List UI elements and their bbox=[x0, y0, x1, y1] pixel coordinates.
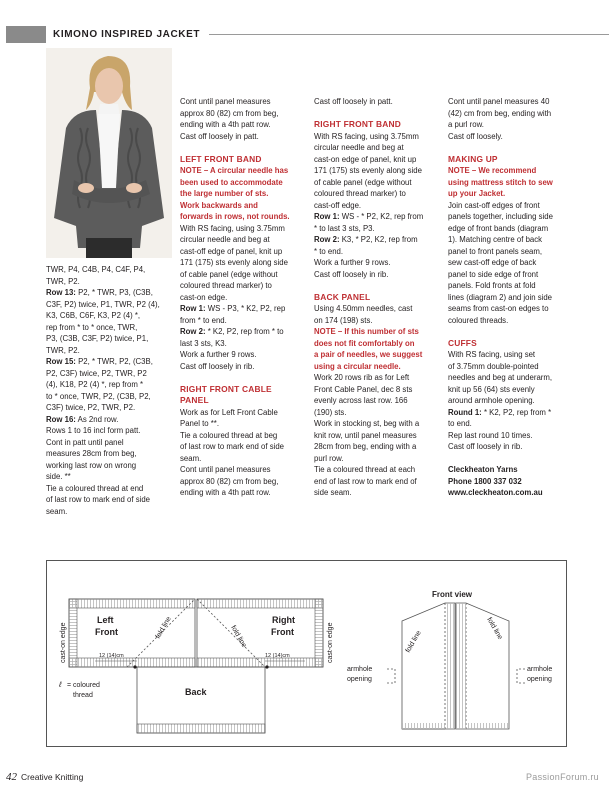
text-column-2 bbox=[180, 96, 308, 499]
pattern-line: Tie a coloured thread at end bbox=[46, 483, 144, 493]
section-heading-making-up: MAKING UP bbox=[448, 153, 498, 164]
pattern-line: panel to side edge of front bbox=[448, 269, 539, 279]
pattern-line: Cast off loosely in rib. bbox=[314, 269, 389, 279]
pattern-line: Work a further 9 rows. bbox=[314, 258, 391, 267]
pattern-line: Work in stocking st, beg with a bbox=[314, 419, 420, 428]
watermark: PassionForum.ru bbox=[525, 772, 599, 782]
coloured-thread-label: = coloured bbox=[67, 682, 100, 689]
schematic-diagram bbox=[46, 560, 567, 747]
pattern-line: C3F) twice, P2, TWR, P2. bbox=[46, 403, 136, 412]
section-heading-back-panel: BACK PANEL bbox=[314, 291, 371, 302]
pattern-line: panels. Fold fronts at fold bbox=[448, 281, 536, 290]
pattern-line: to * once, TWR, P2, (C3B, P2, bbox=[46, 391, 151, 401]
pattern-line: knit up 56 (64) sts evenly bbox=[448, 384, 535, 394]
left-front-label: Front bbox=[95, 627, 118, 637]
pattern-line: of 3.75mm double-pointed bbox=[448, 361, 539, 371]
pattern-line: knit row, until panel measures bbox=[314, 430, 417, 440]
back-panel bbox=[137, 667, 265, 733]
fold-line-label: fold line bbox=[229, 624, 248, 649]
pattern-line: coloured thread marker) to bbox=[180, 281, 272, 290]
pattern-line: purl row. bbox=[314, 453, 344, 463]
pattern-line: * to last 3 sts, P3. bbox=[314, 223, 375, 233]
note-line: Work backwards and bbox=[180, 200, 258, 210]
credit-line: Cleckheaton Yarns bbox=[448, 465, 518, 474]
cast-on-edge-label: cast-on edge bbox=[327, 622, 334, 663]
text-column-4 bbox=[448, 96, 576, 499]
pattern-line: rep from * to * once, TWR, bbox=[46, 322, 138, 332]
armhole-opening-label: armhole bbox=[527, 666, 553, 673]
pattern-line: 1). Matching centre of back bbox=[448, 235, 543, 244]
thread-marker-icon: ℓ bbox=[59, 680, 62, 689]
page-footer bbox=[6, 771, 83, 783]
pattern-line: sew cast-off edge of back bbox=[448, 258, 537, 267]
note-line: the large number of sts. bbox=[180, 189, 269, 198]
note-line: been used to accommodate bbox=[180, 177, 283, 187]
row-13: Row 13: P2, * TWR, P3, (C3B, bbox=[46, 288, 153, 297]
pattern-line: 171 (175) sts evenly along side bbox=[314, 166, 422, 175]
magazine-name: Creative Knitting bbox=[21, 772, 84, 782]
measurement-label: 12 (14)cm bbox=[99, 653, 124, 659]
pattern-line: Panel to **. bbox=[180, 419, 220, 428]
right-front-label: Front bbox=[271, 627, 294, 637]
note-line: up your Jacket. bbox=[448, 189, 506, 198]
pattern-line: Cont until panel measures bbox=[180, 97, 271, 106]
pattern-line: seams from cast-on edges to bbox=[448, 304, 549, 313]
pattern-line: needles and beg at underarm, bbox=[448, 373, 553, 382]
pattern-line: cast-on edge of panel, knit up bbox=[314, 154, 417, 164]
pattern-line: of cable panel (edge without bbox=[314, 177, 412, 187]
pattern-line: circular needle and beg at bbox=[180, 235, 270, 244]
armhole-opening-label: opening bbox=[347, 676, 372, 683]
pattern-line: P3, (C3B, C3F, P2) twice, P1, bbox=[46, 334, 149, 343]
cast-on-edge-label: cast-on edge bbox=[60, 622, 67, 663]
pattern-line: With RS facing, using 3.75mm bbox=[180, 223, 285, 233]
left-front-panel bbox=[69, 599, 195, 667]
left-front-label: Left bbox=[97, 615, 114, 625]
pattern-line: from * to end. bbox=[180, 315, 227, 325]
section-heading-line: PANEL bbox=[180, 395, 209, 405]
pattern-line: Cast off loosely in patt. bbox=[314, 97, 393, 106]
pattern-line: approx 80 (82) cm from beg, bbox=[180, 476, 279, 486]
fold-line-label: fold line bbox=[154, 615, 173, 640]
fold-line-label: fold line bbox=[404, 629, 423, 654]
pattern-line: Tie a coloured thread at each bbox=[314, 465, 416, 474]
pattern-line: seam. bbox=[180, 453, 202, 463]
pattern-line: lines (diagram 2) and join side bbox=[448, 292, 553, 302]
pattern-line: seam. bbox=[46, 506, 68, 516]
pattern-line: C3F, P2) twice, P1, TWR, P2 (4), bbox=[46, 299, 160, 309]
pattern-line: side seam. bbox=[314, 488, 352, 497]
pattern-line: (4), K18, P2 (4) *, rep from * bbox=[46, 380, 144, 389]
note-line: does not fit comfortably on bbox=[314, 338, 415, 348]
pattern-line: coloured threads. bbox=[448, 315, 509, 325]
pattern-line: ending with a 4th patt row. bbox=[180, 488, 271, 497]
pattern-line: approx 80 (82) cm from beg, bbox=[180, 108, 279, 118]
pattern-line: cast-off edge. bbox=[314, 200, 362, 210]
page-header bbox=[0, 26, 609, 43]
right-front-panel bbox=[197, 599, 323, 667]
armhole-opening-label: armhole bbox=[347, 666, 373, 673]
pattern-line: side. ** bbox=[46, 472, 71, 481]
pattern-line: panel to front panels seam, bbox=[448, 246, 543, 256]
page-title: KIMONO INSPIRED JACKET bbox=[53, 29, 201, 40]
pattern-line: Join cast-off edges of front bbox=[448, 200, 540, 210]
pattern-line: Work as for Left Front Cable bbox=[180, 407, 278, 417]
section-heading-right-front-cable-panel: RIGHT FRONT CABLE bbox=[180, 383, 272, 394]
coloured-thread-label: thread bbox=[73, 692, 93, 699]
pattern-line: TWR, P2. bbox=[46, 345, 80, 355]
note-line: NOTE – We recommend bbox=[448, 166, 537, 175]
pattern-line: ending with a 4th patt row. bbox=[180, 120, 271, 129]
pattern-line: circular needle and beg at bbox=[314, 143, 404, 152]
armhole-opening-label: opening bbox=[527, 676, 552, 683]
round-1: Round 1: * K2, P2, rep from * bbox=[448, 407, 552, 417]
text-column-1 bbox=[46, 264, 174, 517]
pattern-line: panels together, including side bbox=[448, 212, 553, 221]
row-16: Row 16: As 2nd row. bbox=[46, 414, 119, 424]
pattern-line: cast-on edge. bbox=[180, 292, 228, 302]
pattern-line: (190) sts. bbox=[314, 407, 347, 417]
pattern-line: measures 28cm from beg, bbox=[46, 449, 137, 458]
credit-line: Phone 1800 337 032 bbox=[448, 476, 522, 486]
pattern-line: 171 (175) sts evenly along side bbox=[180, 258, 288, 267]
measurement-label: 12 (14)cm bbox=[265, 653, 290, 659]
model-photo bbox=[46, 48, 172, 258]
pattern-line: Cont until panel measures 40 bbox=[448, 97, 550, 106]
fold-line-label: fold line bbox=[485, 616, 504, 641]
pattern-line: Using 4.50mm needles, cast bbox=[314, 304, 413, 313]
pattern-line: edge of front bands (diagram bbox=[448, 223, 549, 233]
pattern-line: evenly across last row. 166 bbox=[314, 396, 408, 405]
pattern-line: Cast off loosely in rib. bbox=[448, 442, 523, 451]
pattern-line: of cable panel (edge without bbox=[180, 269, 278, 279]
row-2: Row 2: * K2, P2, rep from * to bbox=[180, 327, 284, 336]
pattern-line: Work 20 rows rib as for Left bbox=[314, 373, 410, 382]
section-heading-left-front-band: LEFT FRONT BAND bbox=[180, 153, 262, 164]
pattern-line: cast-off edge of panel, knit up bbox=[180, 246, 283, 256]
pattern-line: With RS facing, using set bbox=[448, 350, 536, 359]
pattern-line: to end. bbox=[448, 419, 472, 428]
pattern-line: 28cm from beg, ending with a bbox=[314, 442, 417, 451]
pattern-line: K3, C6B, C6F, K3, P2 (4) *, bbox=[46, 311, 141, 320]
pattern-line: Cont until panel measures bbox=[180, 465, 271, 474]
note-line: NOTE – If this number of sts bbox=[314, 327, 419, 336]
pattern-line: a purl row. bbox=[448, 120, 484, 129]
credit-link[interactable]: www.cleckheaton.com.au bbox=[448, 488, 543, 497]
pattern-line: end of last row to mark end of bbox=[314, 476, 417, 486]
note-line: NOTE – A circular needle has bbox=[180, 166, 289, 175]
pattern-line: Cont in patt until panel bbox=[46, 437, 124, 447]
pattern-line: * to end. bbox=[314, 246, 344, 256]
pattern-line: TWR, P4, C4B, P4, C4F, P4, bbox=[46, 265, 146, 274]
pattern-line: TWR, P2. bbox=[46, 276, 80, 286]
row-15: Row 15: P2, * TWR, P2, (C3B, bbox=[46, 357, 153, 366]
pattern-line: of last row to mark end of side bbox=[180, 442, 285, 451]
pattern-line: coloured thread marker) to bbox=[314, 189, 406, 198]
pattern-line: working last row on wrong bbox=[46, 460, 137, 470]
pattern-line: Tie a coloured thread at beg bbox=[180, 430, 278, 440]
pattern-line: P2, C3F) twice, P2, TWR, P2 bbox=[46, 368, 147, 378]
section-heading-right-front-band: RIGHT FRONT BAND bbox=[314, 119, 401, 129]
header-color-block bbox=[6, 26, 46, 43]
pattern-line: Rows 1 to 16 incl form patt. bbox=[46, 426, 141, 435]
right-front-label: Right bbox=[272, 615, 295, 625]
row-2: Row 2: K3, * P2, K2, rep from bbox=[314, 235, 418, 244]
row-1: Row 1: WS - P3, * K2, P2, rep bbox=[180, 304, 286, 313]
pattern-line: last 3 sts, K3. bbox=[180, 338, 227, 348]
pattern-line: Front Cable Panel, dec 8 sts bbox=[314, 384, 413, 394]
pattern-line: (42) cm from beg, ending with bbox=[448, 108, 552, 118]
text-column-3 bbox=[314, 96, 442, 499]
page-number: 42 bbox=[6, 771, 17, 783]
pattern-line: With RS facing, using 3.75mm bbox=[314, 131, 419, 141]
front-view-label: Front view bbox=[432, 590, 473, 599]
section-heading-cuffs: CUFFS bbox=[448, 337, 477, 348]
pattern-line: Work a further 9 rows. bbox=[180, 350, 257, 359]
row-1: Row 1: WS - * P2, K2, rep from bbox=[314, 212, 424, 221]
pattern-line: Cast off loosely in rib. bbox=[180, 361, 255, 371]
pattern-line: Rep last round 10 times. bbox=[448, 430, 533, 440]
pattern-line: Cast off loosely in patt. bbox=[180, 131, 259, 141]
note-line: forwards in rows, not rounds. bbox=[180, 212, 290, 221]
note-line: using a circular needle. bbox=[314, 361, 401, 371]
back-label: Back bbox=[185, 687, 207, 697]
pattern-line: of last row to mark end of side bbox=[46, 495, 151, 504]
note-line: a pair of needles, we suggest bbox=[314, 350, 423, 359]
pattern-line: around armhole opening. bbox=[448, 396, 535, 405]
pattern-line: Cast off loosely. bbox=[448, 131, 503, 141]
pattern-line: on 174 (198) sts. bbox=[314, 315, 373, 325]
note-line: using mattress stitch to sew bbox=[448, 177, 553, 187]
header-rule bbox=[209, 34, 609, 35]
